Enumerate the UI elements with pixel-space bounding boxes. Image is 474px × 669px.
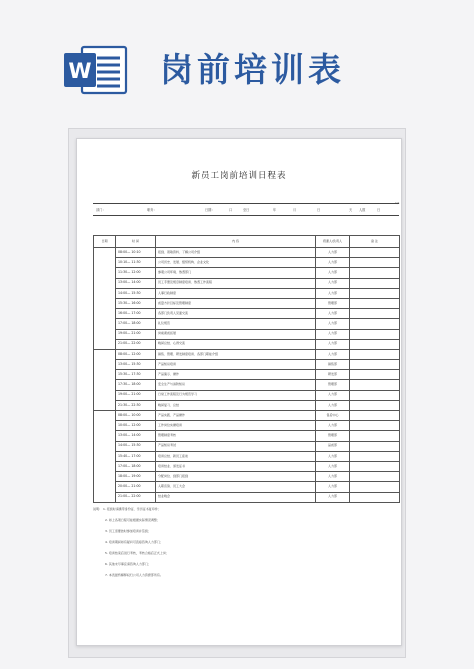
remarks-cell — [350, 472, 400, 482]
owner-cell: 人力部 — [316, 421, 350, 431]
owner-cell: 人力部 — [316, 258, 350, 268]
col-header-owner: 授课人/负责人 — [316, 236, 350, 248]
table-row — [94, 349, 400, 359]
time-cell: 10:10— 11:30 — [116, 258, 156, 268]
owner-cell: 人力部 — [316, 309, 350, 319]
table-row — [94, 461, 400, 471]
remarks-cell — [350, 248, 400, 258]
owner-cell: 人力部 — [316, 248, 350, 258]
content-cell — [156, 492, 316, 502]
schedule-table — [93, 235, 400, 503]
content-cell — [156, 278, 316, 288]
owner-cell: 人力部 — [316, 349, 350, 359]
word-app-icon — [64, 44, 128, 100]
note-line: 4. 培训期间如有疑问可直接咨询人力部门； — [105, 540, 163, 544]
time-cell: 08:00— 10:10 — [116, 248, 156, 258]
notes-block — [93, 504, 393, 581]
remarks-cell — [350, 492, 400, 502]
time-cell: 08:00— 10:00 — [116, 411, 156, 421]
table-row — [94, 288, 400, 298]
table-row — [94, 298, 400, 308]
content-cell — [156, 288, 316, 298]
table-row — [94, 319, 400, 329]
time-cell: 17:30— 18:00 — [116, 380, 156, 390]
time-cell: 16:00— 17:00 — [116, 309, 156, 319]
table-row — [94, 360, 400, 370]
content-cell — [156, 451, 316, 461]
owner-cell: 人力部 — [316, 339, 350, 349]
content-line: 公司历史、发展、组织机构、企业文化 — [158, 259, 210, 264]
page-marker: 1/1 — [395, 201, 400, 205]
content-cell — [156, 370, 316, 380]
content-line: 入职宣誓、员工大会 — [158, 484, 186, 489]
time-cell: 15:40— 17:00 — [116, 451, 156, 461]
content-line: 培训结业、颁发证书 — [158, 463, 186, 468]
content-line: 产品实践、产品操作 — [158, 412, 186, 417]
time-cell: 21:00— 22:00 — [116, 492, 156, 502]
day-cell — [94, 248, 116, 350]
content-cell — [156, 482, 316, 492]
banner-header — [0, 0, 474, 122]
time-cell: 19:00— 21:00 — [116, 329, 156, 339]
remarks-cell — [350, 309, 400, 319]
content-line: 产品知识培训 — [158, 361, 177, 366]
end-label: 日 — [377, 208, 381, 212]
content-line: 培训总结、新员工座谈 — [158, 453, 189, 458]
note-line: 6. 其他未尽事宜请咨询人力部门； — [105, 562, 151, 566]
table-row — [94, 431, 400, 441]
remarks-cell — [350, 390, 400, 400]
time-cell: 14:00— 15:30 — [116, 441, 156, 451]
content-cell — [156, 258, 316, 268]
table-row — [94, 278, 400, 288]
table-row — [94, 258, 400, 268]
content-line: 人事行政制度 — [158, 290, 177, 295]
time-cell: 19:00— 21:00 — [116, 390, 156, 400]
dept-label: 部门： — [96, 208, 106, 212]
remarks-cell — [350, 329, 400, 339]
remarks-cell — [350, 288, 400, 298]
content-cell — [156, 400, 316, 410]
table-row — [94, 309, 400, 319]
owner-cell: 管理部 — [316, 298, 350, 308]
owner-cell: 销售部 — [316, 360, 350, 370]
col-header-remarks: 备 注 — [350, 236, 400, 248]
remarks-cell — [350, 482, 400, 492]
remarks-cell — [350, 380, 400, 390]
time-cell: 13:00— 14:00 — [116, 278, 156, 288]
owner-cell: 管理部 — [316, 380, 350, 390]
content-cell — [156, 461, 316, 471]
table-row — [94, 482, 400, 492]
time-cell: 13:00— 15:30 — [116, 360, 156, 370]
content-cell — [156, 349, 316, 359]
table-row — [94, 390, 400, 400]
time-cell: 10:00— 12:00 — [116, 421, 156, 431]
remarks-cell — [350, 258, 400, 268]
remarks-cell — [350, 421, 400, 431]
date-from-unit: 至日 — [243, 208, 250, 212]
remarks-cell — [350, 339, 400, 349]
time-cell: 21:30— 22:30 — [116, 400, 156, 410]
content-line: 日常工作流程及行为规范学习 — [158, 392, 198, 397]
content-line: 产品演示、操作 — [158, 372, 180, 377]
note-line: 说明： 1. 报到时请携带身份证、学历证书复印件； — [93, 507, 161, 511]
time-cell: 17:00— 18:00 — [116, 461, 156, 471]
time-cell: 15:30— 16:00 — [116, 298, 156, 308]
day-cell — [94, 411, 116, 503]
remarks-cell — [350, 370, 400, 380]
table-row — [94, 248, 400, 258]
content-line: 管理制度考核 — [158, 433, 177, 438]
time-cell: 20:00— 21:00 — [116, 482, 156, 492]
content-line: 销售、管理、研发制度培训、各部门职能介绍 — [158, 351, 219, 356]
time-cell: 21:00— 22:00 — [116, 339, 156, 349]
owner-cell: 人力部 — [316, 451, 350, 461]
document-title: 新员工岗前培训日程表 — [191, 171, 287, 181]
content-line: 各部门负责人见面交流 — [158, 310, 189, 315]
table-row — [94, 421, 400, 431]
time-cell: 18:00— 19:00 — [116, 472, 156, 482]
content-cell — [156, 431, 316, 441]
remarks-cell — [350, 278, 400, 288]
table-row — [94, 451, 400, 461]
table-row — [94, 400, 400, 410]
content-line: 晚间总结、心得交流 — [158, 341, 186, 346]
position-label: 职务： — [147, 208, 157, 212]
table-row — [94, 268, 400, 278]
content-cell — [156, 248, 316, 258]
owner-cell: 品质部 — [316, 441, 350, 451]
owner-cell: 人力部 — [316, 288, 350, 298]
table-row — [94, 329, 400, 339]
table-row — [94, 441, 400, 451]
note-line: 2. 如上各项日程可能根据实际情况调整； — [105, 518, 160, 522]
time-cell: 15:30— 17:30 — [116, 370, 156, 380]
content-line: 报到、领取资料、了解公司介绍 — [158, 249, 201, 254]
remarks-cell — [350, 441, 400, 451]
time-cell: 14:00— 15:30 — [116, 288, 156, 298]
content-line: 岗前素质拓展 — [158, 331, 177, 336]
content-cell — [156, 339, 316, 349]
table-row — [94, 339, 400, 349]
table-row — [94, 472, 400, 482]
page-title: 岗前培训表 — [160, 50, 345, 89]
remarks-cell — [350, 461, 400, 471]
remarks-cell — [350, 360, 400, 370]
content-line: 晚间复习、总结 — [158, 402, 180, 407]
owner-cell: 人力部 — [316, 482, 350, 492]
owner-cell: 人力部 — [316, 329, 350, 339]
note-line: 5. 培训结束后进行考核，考核合格后正式上岗； — [105, 551, 169, 555]
col-header-time: 时 间 — [116, 236, 156, 248]
day-label: 日 — [317, 208, 321, 212]
owner-cell: 人力部 — [316, 278, 350, 288]
content-cell — [156, 472, 316, 482]
content-cell — [156, 360, 316, 370]
day-cell — [94, 349, 116, 410]
content-line: 产品知识考试 — [158, 443, 177, 448]
table-row — [94, 411, 400, 421]
document-page — [76, 138, 402, 646]
content-line: 结业晚会 — [158, 494, 171, 499]
content-cell — [156, 319, 316, 329]
time-cell: 17:00— 18:00 — [116, 319, 156, 329]
note-line: 7. 本表最终解释权归公司人力资源部所有。 — [105, 573, 163, 577]
note-line: 3. 员工需要按时参加培训并签到； — [105, 529, 151, 533]
count-label: 天 — [349, 208, 353, 212]
col-header-date: 日期 — [94, 236, 116, 248]
content-line: 分配岗位、到部门报到 — [158, 473, 189, 478]
owner-cell: 人力部 — [316, 400, 350, 410]
table-row — [94, 370, 400, 380]
remarks-cell — [350, 349, 400, 359]
content-line: 员工手册及规章制度培训、熟悉工作流程 — [158, 280, 213, 285]
svg-text:W: W — [68, 59, 92, 83]
date-from: 口 — [229, 208, 233, 212]
owner-cell: 人力部 — [316, 319, 350, 329]
info-row — [93, 203, 399, 216]
remarks-cell — [350, 411, 400, 421]
remarks-cell — [350, 400, 400, 410]
content-cell — [156, 390, 316, 400]
col-header-content: 内 容 — [156, 236, 316, 248]
content-cell — [156, 421, 316, 431]
owner-cell: 研发部 — [316, 370, 350, 380]
content-line: 参观公司环境、熟悉部门 — [158, 270, 192, 275]
owner-cell: 售后中心 — [316, 411, 350, 421]
time-cell: 11:30— 12:00 — [116, 268, 156, 278]
content-cell — [156, 309, 316, 319]
table-header-row — [94, 236, 400, 248]
content-cell — [156, 411, 316, 421]
content-cell — [156, 329, 316, 339]
content-cell — [156, 268, 316, 278]
remarks-cell — [350, 319, 400, 329]
time-cell: 08:00— 12:00 — [116, 349, 156, 359]
year-label: 年 — [273, 208, 277, 212]
date-label: 日期： — [205, 208, 215, 212]
month-label: 月 — [293, 208, 297, 212]
remarks-cell — [350, 451, 400, 461]
owner-cell: 人力部 — [316, 268, 350, 278]
time-cell: 13:00— 14:00 — [116, 431, 156, 441]
content-cell — [156, 441, 316, 451]
owner-cell: 人力部 — [316, 472, 350, 482]
content-line: 安全生产与消防知识 — [158, 382, 186, 387]
remarks-cell — [350, 268, 400, 278]
owner-cell: 人力部 — [316, 390, 350, 400]
remarks-cell — [350, 431, 400, 441]
table-row — [94, 492, 400, 502]
owner-cell: 管理部 — [316, 431, 350, 441]
owner-cell: 人力部 — [316, 492, 350, 502]
owner-cell: 人力部 — [316, 461, 350, 471]
content-line: 质量方针目标及管理制度 — [158, 300, 192, 305]
content-cell — [156, 380, 316, 390]
content-cell — [156, 298, 316, 308]
content-line: 礼仪规范 — [158, 321, 171, 326]
remarks-cell — [350, 298, 400, 308]
table-row — [94, 380, 400, 390]
content-line: 工作岗位实操培训 — [158, 422, 183, 427]
count2-label: 人数 — [359, 208, 366, 212]
